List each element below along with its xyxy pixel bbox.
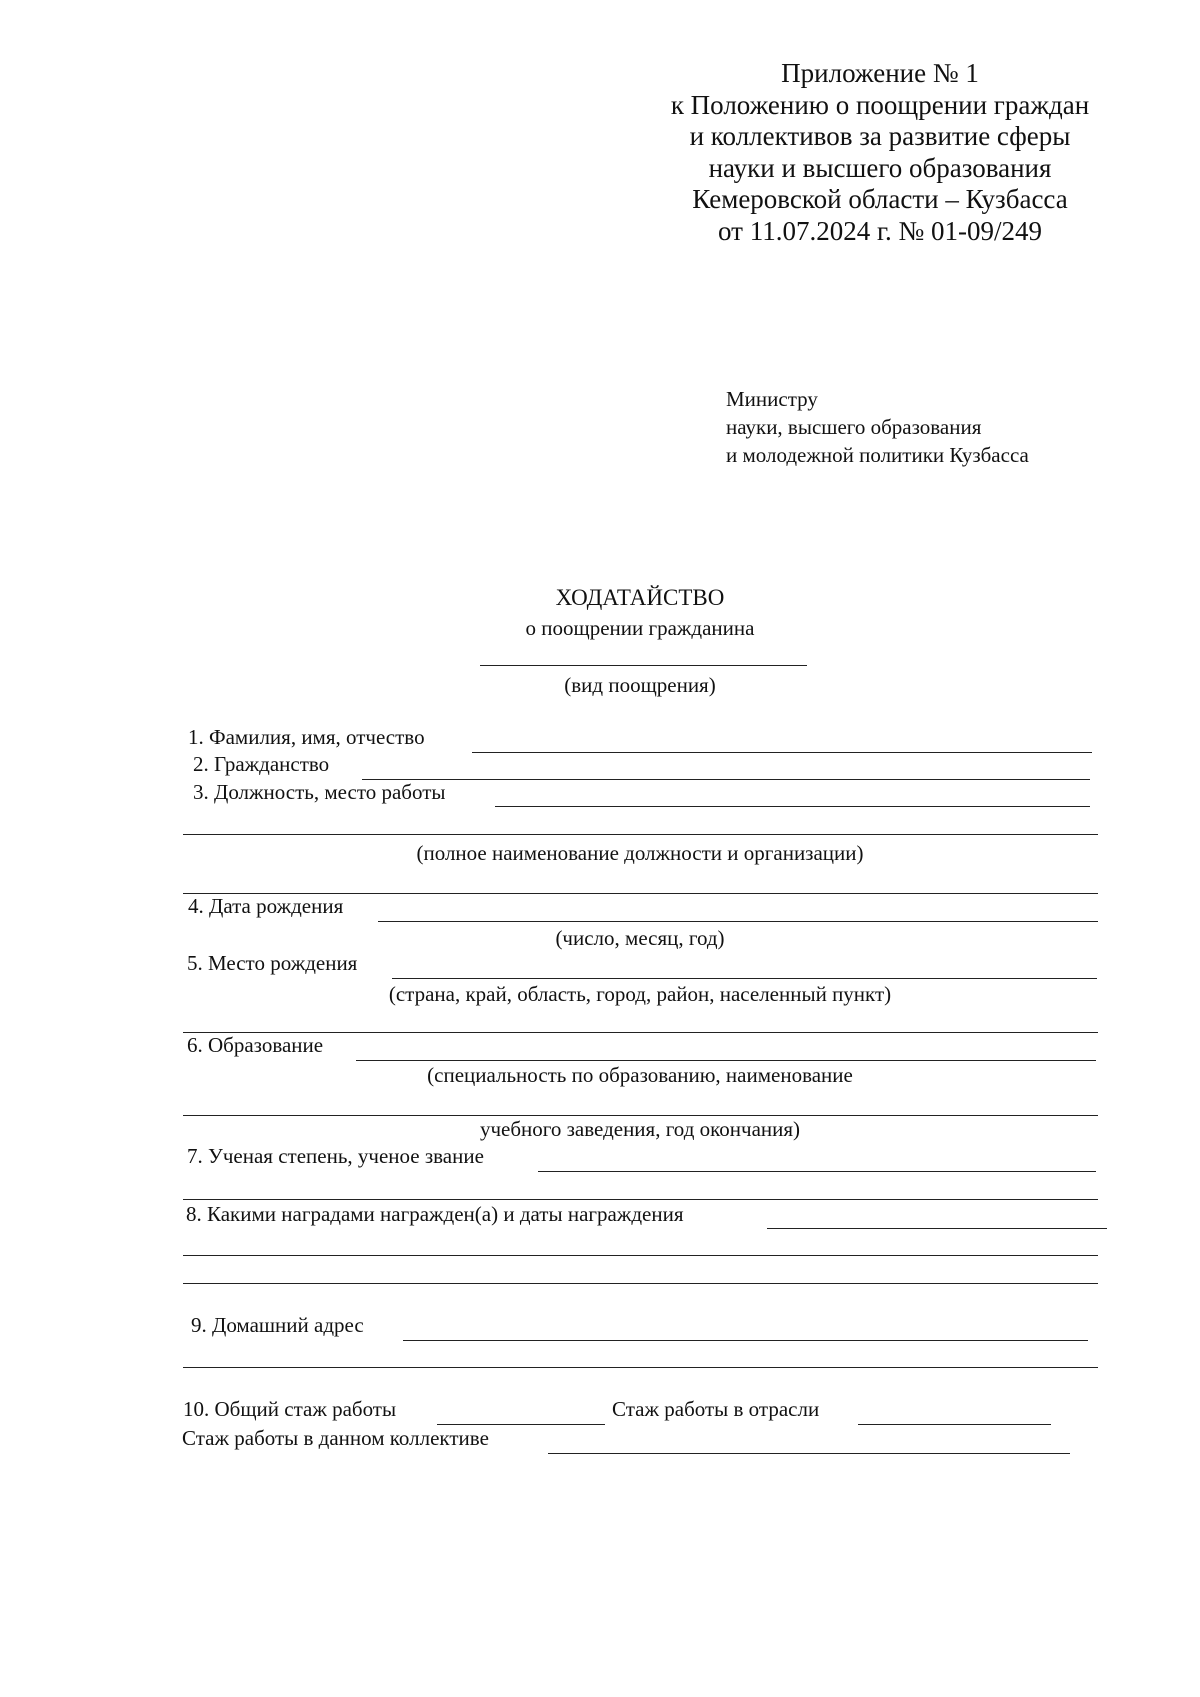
degree-field-line-2[interactable] <box>183 1199 1098 1200</box>
addressee-line: и молодежной политики Кузбасса <box>726 443 1029 467</box>
reward-kind-hint: (вид поощрения) <box>564 673 716 697</box>
reward-kind-field[interactable] <box>480 665 807 666</box>
field-label-citizenship: 2. Гражданство <box>193 752 330 776</box>
awards-field[interactable] <box>767 1228 1107 1229</box>
birth-place-hint: (страна, край, область, город, район, населенный пункт) <box>388 982 892 1006</box>
addressee-line: Министру <box>726 387 818 411</box>
field-label-industry-experience: Стаж работы в отрасли <box>612 1397 820 1421</box>
total-experience-field[interactable] <box>437 1424 605 1425</box>
birth-date-hint: (число, месяц, год) <box>555 926 725 950</box>
appendix-line: Приложение № 1 <box>781 58 979 88</box>
awards-field-line-3[interactable] <box>183 1283 1098 1284</box>
birth-date-field[interactable] <box>378 921 1098 922</box>
appendix-line: Кемеровской области – Кузбасса <box>692 184 1068 214</box>
field-label-awards: 8. Какими наградами награжден(а) и даты награждения <box>186 1202 684 1226</box>
field-label-full-name: 1. Фамилия, имя, отчество <box>188 725 425 749</box>
field-label-total-experience: 10. Общий стаж работы <box>183 1397 397 1421</box>
field-label-team-experience: Стаж работы в данном коллективе <box>182 1426 489 1450</box>
appendix-line: и коллективов за развитие сферы <box>689 121 1071 151</box>
full-name-field[interactable] <box>472 752 1092 753</box>
position-field[interactable] <box>495 806 1090 807</box>
field-label-education: 6. Образование <box>187 1033 324 1057</box>
awards-field-line-2[interactable] <box>183 1255 1098 1256</box>
document-subtitle: о поощрении гражданина <box>525 616 755 640</box>
appendix-line: от 11.07.2024 г. № 01-09/249 <box>718 215 1042 246</box>
appendix-line: к Положению о поощрении граждан <box>670 89 1090 120</box>
education-hint: (специальность по образованию, наименование <box>427 1063 853 1087</box>
degree-field[interactable] <box>538 1171 1096 1172</box>
addressee-line: науки, высшего образования <box>726 415 982 439</box>
field-label-degree: 7. Ученая степень, ученое звание <box>187 1144 484 1168</box>
field-label-birth-date: 4. Дата рождения <box>188 894 344 918</box>
appendix-line: науки и высшего образования <box>708 152 1052 183</box>
addressee-block <box>726 385 1029 469</box>
appendix-block <box>600 58 1160 247</box>
birth-place-field[interactable] <box>392 978 1097 979</box>
position-field-line-2[interactable] <box>183 834 1098 835</box>
education-field-line-2[interactable] <box>183 1115 1098 1116</box>
education-field[interactable] <box>356 1060 1096 1061</box>
position-hint: (полное наименование должности и организации) <box>416 841 864 865</box>
field-label-birth-place: 5. Место рождения <box>187 951 358 975</box>
industry-experience-field[interactable] <box>858 1424 1051 1425</box>
address-field-line-2[interactable] <box>183 1367 1098 1368</box>
field-label-position: 3. Должность, место работы <box>193 780 446 804</box>
document-title: ХОДАТАЙСТВО <box>555 585 725 610</box>
citizenship-field[interactable] <box>362 779 1090 780</box>
team-experience-field[interactable] <box>548 1453 1070 1454</box>
address-field[interactable] <box>403 1340 1088 1341</box>
education-hint-continued: учебного заведения, год окончания) <box>479 1117 801 1141</box>
field-label-address: 9. Домашний адрес <box>191 1313 364 1337</box>
